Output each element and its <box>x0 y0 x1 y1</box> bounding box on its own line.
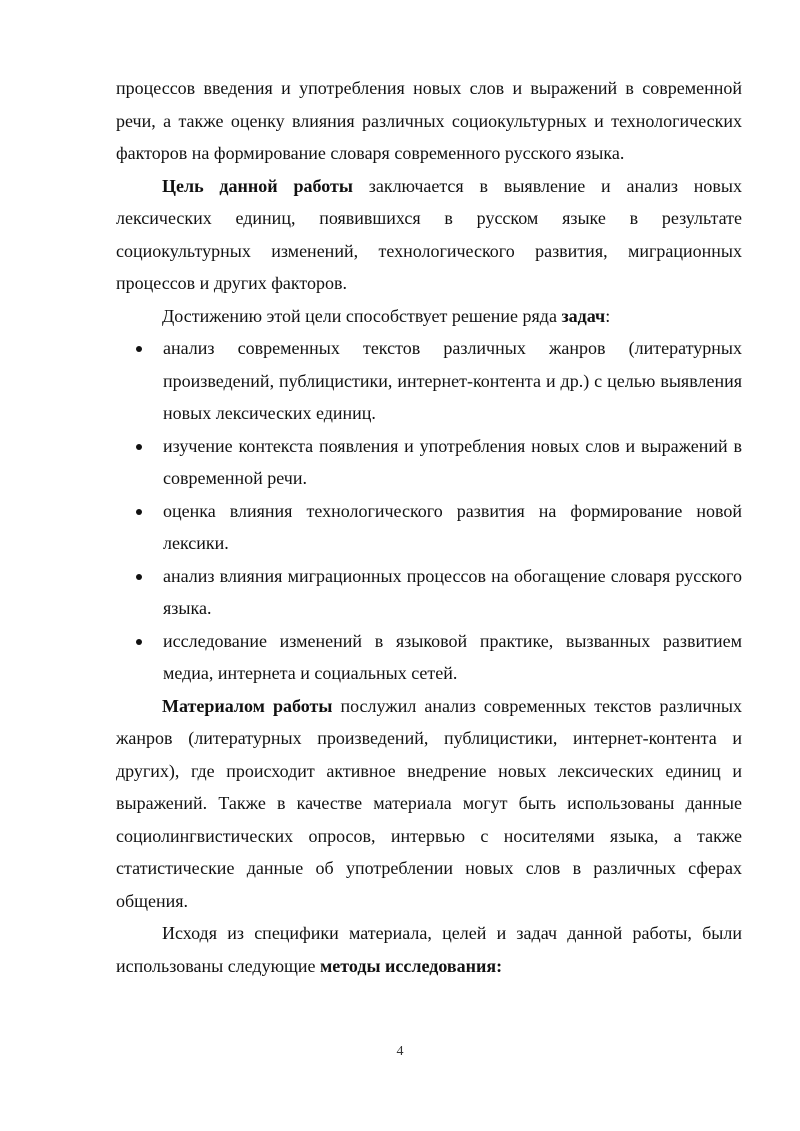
material-lead: Материалом работы <box>162 695 333 716</box>
bullet-icon <box>136 574 142 580</box>
task-text: исследование изменений в языковой практике, вызванных развитием медиа, интернета и социальных сетей. <box>163 630 742 683</box>
tasks-intro-bold: задач <box>561 305 606 326</box>
list-item <box>116 430 742 495</box>
bullet-icon <box>136 639 142 645</box>
task-text: изучение контекста появления и употребления новых слов и выражений в современной речи. <box>163 435 742 488</box>
task-text: оценка влияния технологического развития на формирование новой лексики. <box>163 500 742 553</box>
document-body <box>116 72 742 982</box>
bullet-icon <box>136 346 142 352</box>
goal-text: заключается в выявление и анализ новых лексических единиц, появившихся в русском языке в результате социокультурных изменений, технологического развития, миграционных процессов и других факторов. <box>116 175 743 293</box>
intro-text: процессов введения и употребления новых слов и выражений в современной речи, а также оценку влияния различных социокультурных и технологических факторов на формирование словаря современного русского языка. <box>116 78 742 163</box>
methods-bold: методы исследования: <box>320 955 503 976</box>
bullet-icon <box>136 444 142 450</box>
list-item <box>116 625 742 690</box>
bullet-icon <box>136 509 142 515</box>
task-text: анализ современных текстов различных жанров (литературных произведений, публицистики, интернет-контента и др.) с целью выявления новых лексических единиц. <box>163 338 742 423</box>
list-item <box>116 560 742 625</box>
goal-paragraph <box>116 170 742 300</box>
goal-lead: Цель данной работы <box>162 175 353 196</box>
tasks-intro-paragraph <box>116 300 742 333</box>
page-number: 4 <box>396 1044 404 1059</box>
list-item <box>116 332 742 430</box>
tasks-intro-text: Достижению этой цели способствует решение ряда <box>162 305 562 326</box>
material-paragraph <box>116 690 742 918</box>
task-text: анализ влияния миграционных процессов на обогащение словаря русского языка. <box>163 565 742 618</box>
tasks-intro-end: : <box>605 305 611 326</box>
intro-paragraph <box>116 72 742 170</box>
list-item <box>116 495 742 560</box>
material-text: послужил анализ современных текстов различных жанров (литературных произведений, публицистики, интернет-контента и других), где происходит активное внедрение новых лексических единиц и выражений. Также в качестве материала могут быть использованы данные социолингвистических опросов, интервью с носителями языка, а также статистические данные об употреблении новых слов в различных сферах общения. <box>116 695 743 911</box>
tasks-list <box>116 332 742 690</box>
methods-text: Исходя из специфики материала, целей и задач данной работы, были использованы следующие <box>116 923 742 976</box>
methods-paragraph <box>116 917 742 982</box>
